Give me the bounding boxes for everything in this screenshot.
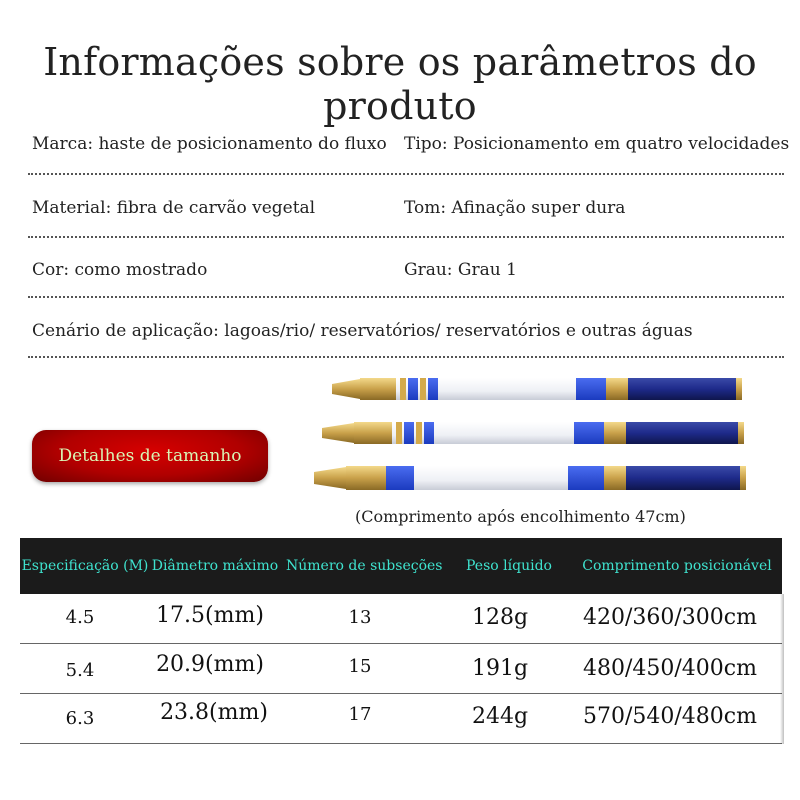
rod-2 bbox=[322, 422, 744, 444]
cell-spec: 5.4 bbox=[65, 660, 95, 681]
table-header bbox=[20, 538, 782, 594]
row-divider bbox=[20, 743, 782, 744]
cell-sections: 17 bbox=[348, 704, 372, 725]
cell-weight: 244g bbox=[471, 704, 529, 729]
param-marca: Marca: haste de posicionamento do fluxo bbox=[32, 134, 387, 154]
header-subsecoes: Número de subseções bbox=[286, 558, 443, 574]
cell-length: 480/450/400cm bbox=[583, 656, 757, 681]
dotted-divider bbox=[28, 173, 784, 175]
table-edge-shadow bbox=[780, 594, 784, 744]
cell-diameter: 23.8(mm) bbox=[160, 700, 268, 725]
param-tipo: Tipo: Posicionamento em quatro velocidades bbox=[404, 134, 790, 154]
header-especificacao: Especificação (M) bbox=[21, 558, 149, 574]
cell-spec: 6.3 bbox=[65, 708, 95, 729]
fishing-rods-image bbox=[300, 370, 760, 500]
cell-length: 570/540/480cm bbox=[583, 704, 757, 729]
dotted-divider bbox=[28, 356, 784, 358]
cell-diameter: 17.5(mm) bbox=[156, 603, 264, 628]
rod-3 bbox=[314, 466, 746, 490]
row-divider bbox=[20, 643, 782, 644]
param-cenario: Cenário de aplicação: lagoas/rio/ reservatórios/ reservatórios e outras águas bbox=[32, 321, 693, 341]
size-details-button[interactable]: Detalhes de tamanho bbox=[32, 430, 268, 482]
cell-weight: 128g bbox=[471, 605, 529, 630]
param-tom: Tom: Afinação super dura bbox=[404, 198, 626, 218]
dotted-divider bbox=[28, 296, 784, 298]
cell-weight: 191g bbox=[471, 656, 529, 681]
cell-diameter: 20.9(mm) bbox=[156, 652, 264, 677]
header-comprimento: Comprimento posicionável bbox=[582, 558, 772, 574]
rod-1 bbox=[332, 378, 742, 400]
cell-sections: 13 bbox=[348, 607, 372, 628]
param-grau: Grau: Grau 1 bbox=[404, 260, 517, 280]
param-material: Material: fibra de carvão vegetal bbox=[32, 198, 316, 218]
page-title: Informações sobre os parâmetros do produto bbox=[43, 40, 757, 128]
cell-spec: 4.5 bbox=[65, 607, 95, 628]
length-caption: (Comprimento após encolhimento 47cm) bbox=[355, 507, 686, 526]
cell-sections: 15 bbox=[348, 656, 372, 677]
dotted-divider bbox=[28, 236, 784, 238]
header-diametro: Diâmetro máximo bbox=[151, 558, 279, 574]
header-peso: Peso líquido bbox=[466, 558, 552, 574]
cell-length: 420/360/300cm bbox=[583, 605, 757, 630]
row-divider bbox=[20, 693, 782, 694]
param-cor: Cor: como mostrado bbox=[32, 260, 208, 280]
